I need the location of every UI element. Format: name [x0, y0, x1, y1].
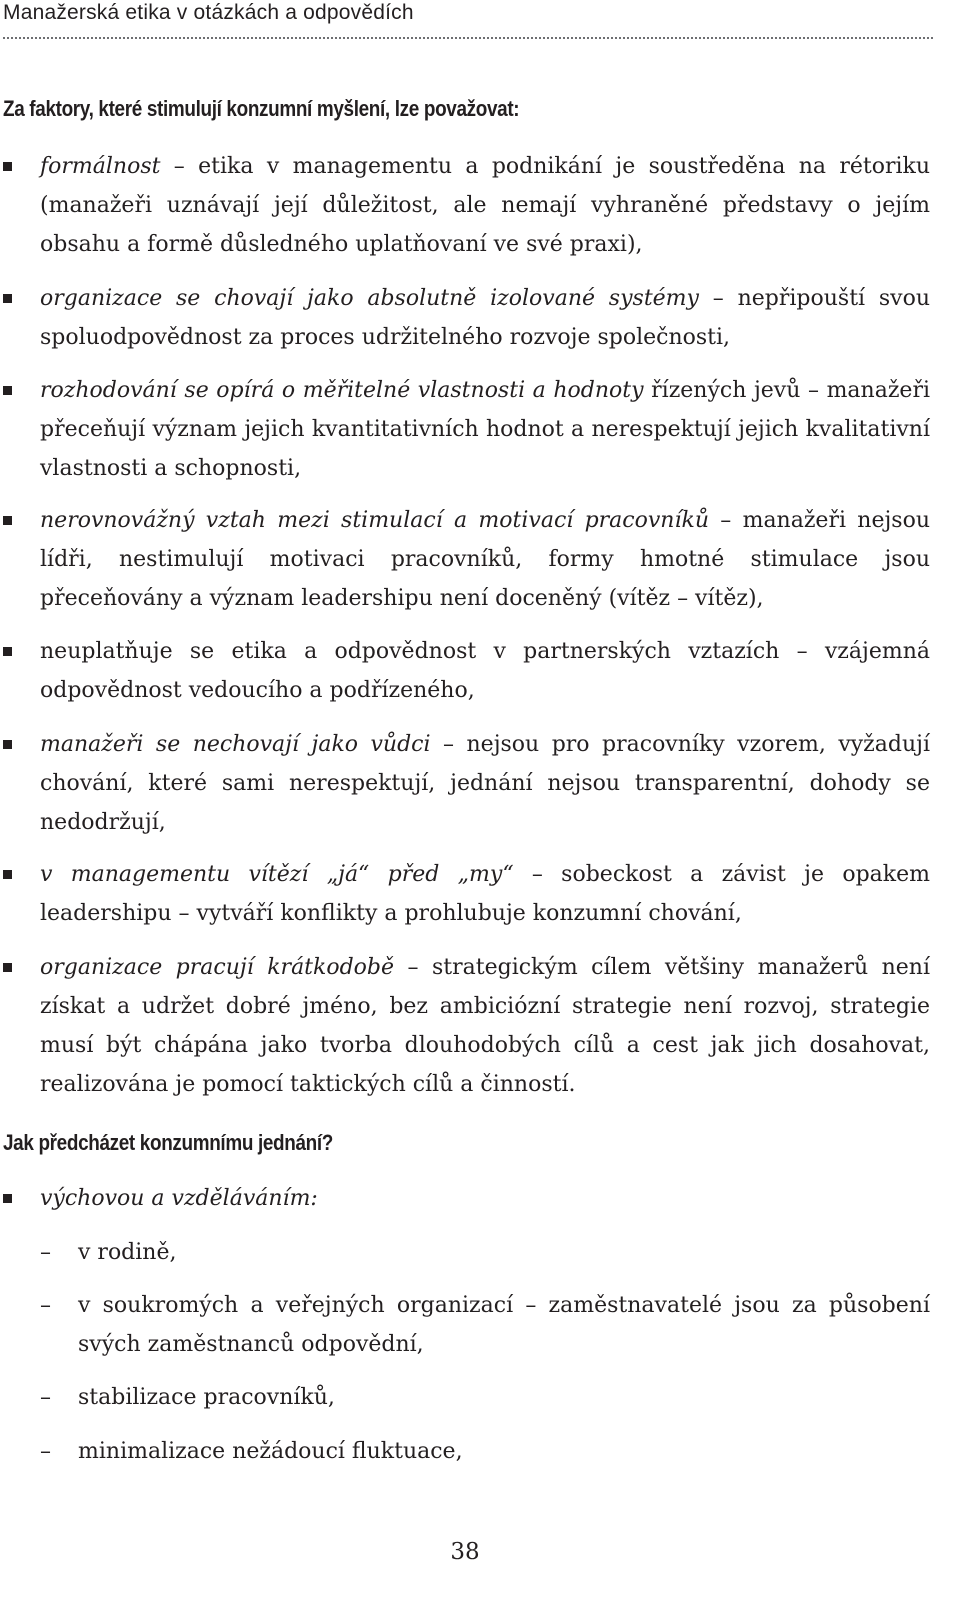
bullet-icon — [3, 647, 12, 656]
bullet-icon — [3, 963, 12, 972]
list-item — [40, 147, 930, 264]
bullet-icon — [3, 870, 12, 879]
list-item — [40, 501, 930, 618]
item-lead: rozhodování se opírá o měřitelné vlastnosti a hodnoty — [40, 378, 644, 403]
item-lead: organizace pracují krátkodobě — [40, 955, 395, 980]
item-text: – nejsou pro pracovníky vzorem, vyžadují chování, které sami nerespektují, jednání nejsou transparentní, dohody se nedodržují, — [40, 732, 930, 835]
bullet-icon — [3, 386, 12, 395]
bullet-icon — [3, 162, 12, 171]
item-text: – manažeři nejsou lídři, nestimulují motivaci pracovníků, formy hmotné stimulace jsou přeceňovány a význam leadershipu není doceněný (vítěz – vítěz), — [40, 508, 931, 611]
dash-marker: – — [40, 1293, 51, 1318]
item-text: řízených jevů – manažeři přeceňují význam jejich kvantitativních hodnot a nerespektují jejich kvalitativní vlastnosti a schopnosti, — [40, 378, 930, 481]
item-lead: manažeři se nechovají jako vůdci — [40, 732, 431, 757]
item-lead: v managementu vítězí „já“ před „my“ — [40, 862, 514, 887]
bullet-icon — [3, 516, 12, 525]
bullet-icon — [3, 1194, 12, 1203]
list-item — [40, 855, 930, 933]
page-number: 38 — [450, 1539, 480, 1565]
sub-list-item: v rodině, — [78, 1240, 177, 1265]
running-header: Manažerská etika v otázkách a odpovědích — [3, 1, 414, 24]
item-lead: organizace se chovají jako absolutně izolované systémy — [40, 286, 699, 311]
list-item — [40, 948, 930, 1104]
item-text: – sobeckost a závist je opakem leadershipu – vytváří konflikty a prohlubuje konzumní chování, — [40, 862, 930, 926]
list-item — [40, 725, 930, 842]
section-heading-prevention: Jak předcházet konzumnímu jednání? — [3, 1130, 333, 1155]
list-item — [40, 632, 930, 710]
dash-marker: – — [40, 1385, 51, 1410]
item-lead: výchovou a vzděláváním: — [40, 1186, 318, 1211]
bullet-icon — [3, 740, 12, 749]
sub-list-item: v soukromých a veřejných organizací – zaměstnavatelé jsou za působení svých zaměstnanců odpovědní, — [78, 1293, 930, 1357]
dash-marker: – — [40, 1439, 51, 1464]
sub-list-item: minimalizace nežádoucí fluktuace, — [78, 1439, 463, 1464]
header-divider — [3, 37, 933, 39]
list-item — [40, 279, 930, 357]
item-text: – nepřipouští svou spoluodpovědnost za proces udržitelného rozvoje společnosti, — [40, 286, 930, 350]
section-heading-factors: Za faktory, které stimulují konzumní myšlení, lze považovat: — [3, 96, 520, 121]
item-text: – strategickým cílem většiny manažerů není získat a udržet dobré jméno, bez ambiciózní strategie není rozvoj, strategie musí být chápána jako tvorba dlouhodobých cílů a cest jak jich dosahovat, realizována je pomocí taktických cílů a činností. — [40, 955, 931, 1097]
item-text: – etika v managementu a podnikání je soustředěna na rétoriku (manažeři uznávají její důležitost, ale nemají vyhraněné představy o jejím obsahu a formě důsledného uplatňovaní ve své praxi), — [40, 154, 930, 257]
list-item — [40, 1179, 930, 1218]
sub-list-item: stabilizace pracovníků, — [78, 1385, 335, 1410]
item-text: neuplatňuje se etika a odpovědnost v partnerských vztazích – vzájemná odpovědnost vedoucího a podřízeného, — [40, 639, 930, 703]
item-lead: nerovnovážný vztah mezi stimulací a motivací pracovníků — [40, 508, 710, 533]
bullet-icon — [3, 294, 12, 303]
list-item — [40, 371, 930, 488]
item-lead: formálnost — [40, 154, 161, 179]
dash-marker: – — [40, 1240, 51, 1265]
